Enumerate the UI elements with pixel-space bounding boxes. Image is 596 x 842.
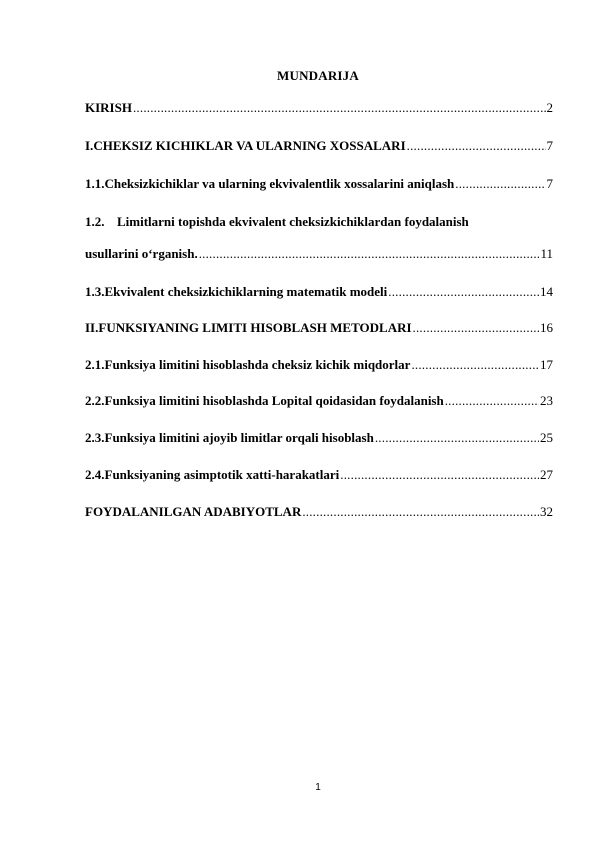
toc-page-number: 2 [546,100,553,115]
toc-entry-kirish[interactable] [85,100,553,116]
toc-dot-leader [413,320,539,336]
toc-dot-leader [340,467,539,483]
toc-page-number: 11 [540,246,553,261]
toc-page-number: 17 [540,357,553,372]
toc-entry-number: 2.1. [85,357,105,372]
toc-page-number: 27 [540,467,553,482]
toc-entry-number: I. [85,138,94,153]
toc-dot-leader [455,176,545,192]
toc-entry-text: FOYDALANILGAN ADABIYOTLAR [85,504,302,519]
toc-dot-leader [375,430,539,446]
toc-entry-text: CHEKSIZ KICHIKLAR VA ULARNING XOSSALARI [93,138,406,153]
toc-entry-1-3[interactable] [85,284,553,300]
toc-entry-text: Funksiya limitini hisoblashda Lopital qoidasidan foydalanish [104,393,444,408]
toc-dot-leader [407,138,546,154]
toc-entry-text: Funksiyaning asimptotik xatti-harakatlari [104,467,340,482]
toc-entry-text: Cheksizkichiklar va ularning ekvivalentlik xossalarini aniqlash [104,176,455,191]
toc-dot-leader [302,504,539,520]
toc-entry-number: 2.2. [85,393,105,408]
toc-entry-number: 2.4. [85,467,105,482]
toc-page-number: 7 [546,176,553,191]
toc-page-number: 32 [540,504,553,519]
toc-entry-chapter-1[interactable] [85,138,553,154]
toc-entry-number: 1.1. [85,176,105,191]
toc-entry-text-continued: usullarini o‘rganish. [85,246,198,261]
toc-entry-number: II. [85,320,99,335]
toc-entry-text: KIRISH [85,100,132,115]
toc-entry-number: 1.2. [85,214,105,229]
toc-page-number: 16 [540,320,553,335]
toc-entry-2-4[interactable] [85,467,553,483]
toc-page-number: 23 [540,393,553,408]
toc-entry-text: Funksiya limitini ajoyib limitlar orqali hisoblash [104,430,374,445]
toc-dot-leader [411,357,539,373]
toc-entry-text: Limitlarni topishda ekvivalent cheksizkichiklardan foydalanish [117,214,469,229]
toc-entry-2-2[interactable] [85,393,553,409]
toc-page-number: 14 [540,284,553,299]
toc-entry-number: 2.3. [85,430,105,445]
page-number: 1 [315,782,321,793]
toc-entry-1-1[interactable] [85,176,553,192]
toc-entry-2-1[interactable] [85,357,553,373]
toc-entry-chapter-2[interactable] [85,320,553,336]
toc-entry-text: FUNKSIYANING LIMITI HISOBLASH METODLARI [98,320,412,335]
toc-dot-leader [199,246,540,262]
toc-page-number: 7 [546,138,553,153]
toc-entry-1-2-continued[interactable] [85,246,553,262]
toc-dot-leader [133,100,546,116]
toc-page-number: 25 [540,430,553,445]
toc-entry-2-3[interactable] [85,430,553,446]
toc-entry-1-2[interactable] [85,214,553,230]
toc-entry-text: Ekvivalent cheksizkichiklarning matematik modeli [104,284,388,299]
page-title: MUNDARIJA [277,68,359,83]
toc-dot-leader [445,393,539,409]
toc-entry-number: 1.3. [85,284,105,299]
toc-entry-text: Funksiya limitini hisoblashda cheksiz kichik miqdorlar [104,357,411,372]
toc-dot-leader [388,284,539,300]
toc-entry-references[interactable] [85,504,553,520]
